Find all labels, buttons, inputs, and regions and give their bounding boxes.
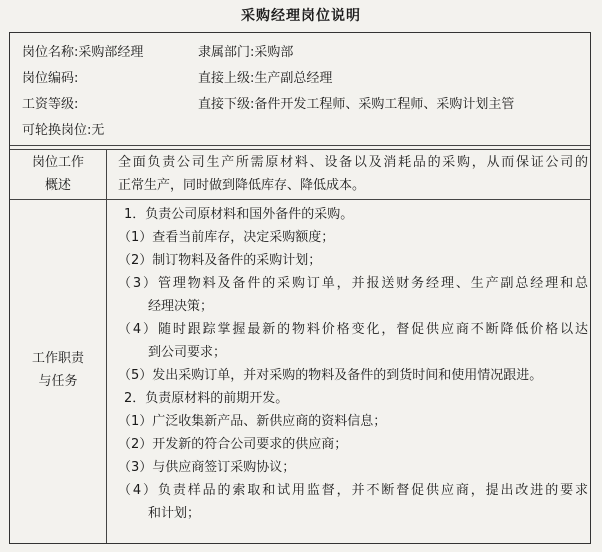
overview-label-line2: 概述 xyxy=(44,178,71,193)
divider-overview xyxy=(10,199,590,200)
divider-info xyxy=(10,145,590,146)
duty-line: 到公司要求； xyxy=(148,345,227,360)
rotation-label: 可轮换岗位: xyxy=(22,123,92,138)
position-name-label: 岗位名称: xyxy=(22,45,79,60)
duty-line: 1．负责公司原材料和国外备件的采购。 xyxy=(124,207,354,222)
subordinate-value: 备件开发工程师、采购工程师、采购计划主管 xyxy=(254,97,515,112)
rotation-row xyxy=(22,119,104,138)
subordinate-row xyxy=(198,93,514,112)
duty-line: 2．负责原材料的前期开发。 xyxy=(124,391,289,406)
department-value: 采购部 xyxy=(254,45,294,60)
duties-label xyxy=(10,347,106,393)
duty-line: （2）开发新的符合公司要求的供应商； xyxy=(118,437,348,452)
subordinate-label: 直接下级: xyxy=(198,97,255,112)
position-name-row xyxy=(22,41,143,60)
position-name-value: 采购部经理 xyxy=(78,45,144,60)
duty-line: （2）制订物料及备件的采购计划； xyxy=(118,253,322,268)
rotation-value: 无 xyxy=(91,123,105,138)
duty-line: （5）发出采购订单，并对采购的物料及备件的到货时间和使用情况跟进。 xyxy=(118,368,543,383)
superior-value: 生产副总经理 xyxy=(254,71,333,86)
duty-line: （1）查看当前库存，决定采购额度； xyxy=(118,230,335,245)
duty-line: （3）管理物料及备件的采购订单，并报送财务经理、生产副总经理和总 xyxy=(118,276,588,291)
overview-line1: 全面负责公司生产所需原材料、设备以及消耗品的采购，从而保证公司的 xyxy=(118,155,588,170)
job-description-table xyxy=(9,32,591,544)
duty-line: 经理决策； xyxy=(148,299,214,314)
grade-label: 工资等级: xyxy=(22,97,79,112)
superior-row xyxy=(198,67,332,86)
duty-line: 和计划； xyxy=(148,506,201,521)
duty-line: （4）随时跟踪掌握最新的物料价格变化，督促供应商不断降低价格以达 xyxy=(118,322,588,337)
duty-line: （1）广泛收集新产品、新供应商的资料信息； xyxy=(118,414,387,429)
grade-row xyxy=(22,93,78,112)
overview-label xyxy=(10,151,106,197)
duties-label-line1: 工作职责 xyxy=(31,351,84,366)
department-row xyxy=(198,41,293,60)
code-row xyxy=(22,67,78,86)
column-divider xyxy=(106,149,107,543)
document-title: 采购经理岗位说明 xyxy=(241,8,361,24)
divider-info-double xyxy=(10,149,590,150)
overview-text xyxy=(118,151,588,197)
code-label: 岗位编码: xyxy=(22,71,79,86)
overview-line2: 正常生产，同时做到降低库存、降低成本。 xyxy=(118,178,366,193)
overview-label-line1: 岗位工作 xyxy=(31,155,84,170)
duty-line: （4）负责样品的索取和试用监督，并不断督促供应商，提出改进的要求 xyxy=(118,483,588,498)
department-label: 隶属部门: xyxy=(198,45,255,60)
duties-text xyxy=(118,203,588,525)
superior-label: 直接上级: xyxy=(198,71,255,86)
duty-line: （3）与供应商签订采购协议； xyxy=(118,460,296,475)
duties-label-line2: 与任务 xyxy=(38,374,78,389)
